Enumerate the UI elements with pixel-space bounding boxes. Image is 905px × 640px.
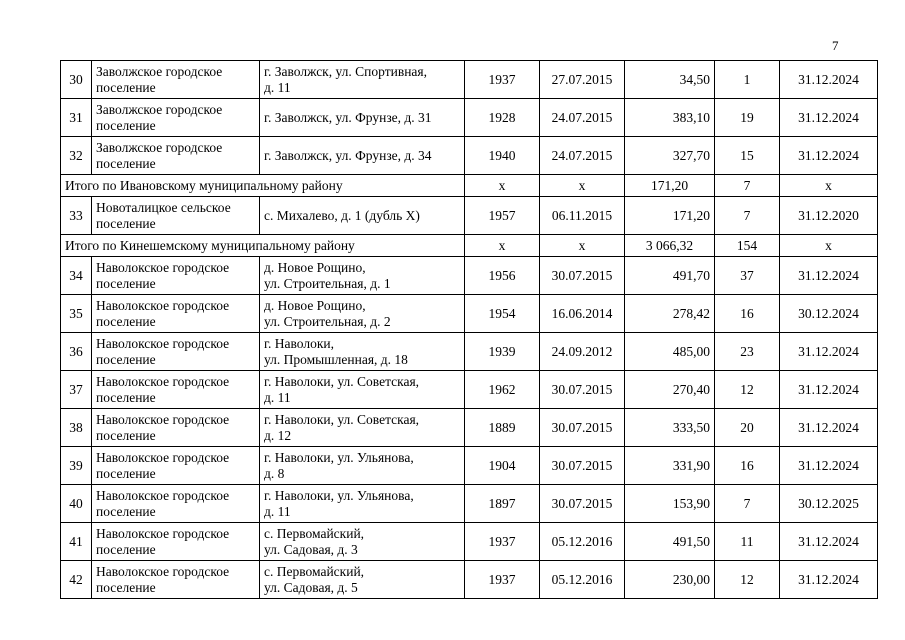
housing-registry-table	[60, 60, 878, 599]
settlement-cell	[92, 295, 260, 333]
date-cell: 05.12.2016	[540, 561, 625, 599]
settlement-line: поселение	[96, 275, 156, 291]
settlement-line: поселение	[96, 313, 156, 329]
address-line: с. Первомайский,	[264, 563, 365, 579]
address-cell	[260, 523, 465, 561]
subtotal-row	[61, 235, 878, 257]
settlement-line: Наволокское городское	[96, 563, 230, 579]
settlement-line: Наволокское городское	[96, 487, 230, 503]
address-line: д. 11	[264, 503, 291, 519]
area-cell: 153,90	[625, 485, 715, 523]
year-cell: х	[465, 175, 540, 197]
settlement-cell	[92, 447, 260, 485]
address-cell	[260, 333, 465, 371]
settlement-line: поселение	[96, 541, 156, 557]
date-cell: 30.07.2015	[540, 257, 625, 295]
count-cell: 16	[715, 295, 780, 333]
date-cell: х	[540, 175, 625, 197]
count-cell: 20	[715, 409, 780, 447]
table-row	[61, 409, 878, 447]
settlement-cell	[92, 137, 260, 175]
settlement-cell	[92, 197, 260, 235]
settlement-cell	[92, 523, 260, 561]
count-cell: 16	[715, 447, 780, 485]
count-cell: 19	[715, 99, 780, 137]
settlement-cell	[92, 333, 260, 371]
area-cell: 327,70	[625, 137, 715, 175]
table-row	[61, 333, 878, 371]
table-row	[61, 561, 878, 599]
table-row	[61, 295, 878, 333]
settlement-line: поселение	[96, 155, 156, 171]
date-cell: 24.07.2015	[540, 99, 625, 137]
deadline-cell: 31.12.2020	[780, 197, 878, 235]
address-cell	[260, 257, 465, 295]
row-number: 36	[61, 333, 92, 371]
year-cell: 1940	[465, 137, 540, 175]
address-line: г. Заволжск, ул. Фрунзе, д. 34	[264, 147, 432, 163]
settlement-line: Новоталицкое сельское	[96, 199, 231, 215]
area-cell: 171,20	[625, 175, 715, 197]
settlement-line: поселение	[96, 351, 156, 367]
settlement-cell	[92, 485, 260, 523]
row-number: 30	[61, 61, 92, 99]
settlement-cell	[92, 409, 260, 447]
count-cell: 12	[715, 561, 780, 599]
address-line: д. 8	[264, 465, 285, 481]
table-row	[61, 99, 878, 137]
date-cell: х	[540, 235, 625, 257]
deadline-cell: х	[780, 235, 878, 257]
address-cell	[260, 447, 465, 485]
deadline-cell: 31.12.2024	[780, 257, 878, 295]
count-cell: 37	[715, 257, 780, 295]
row-number: 39	[61, 447, 92, 485]
settlement-line: Наволокское городское	[96, 297, 230, 313]
address-line: д. Новое Рощино,	[264, 259, 366, 275]
area-cell: 331,90	[625, 447, 715, 485]
date-cell: 30.07.2015	[540, 409, 625, 447]
count-cell: 23	[715, 333, 780, 371]
area-cell: 491,70	[625, 257, 715, 295]
address-cell	[260, 197, 465, 235]
address-cell	[260, 561, 465, 599]
deadline-cell: х	[780, 175, 878, 197]
date-cell: 30.07.2015	[540, 485, 625, 523]
row-number: 34	[61, 257, 92, 295]
date-cell: 06.11.2015	[540, 197, 625, 235]
table-row	[61, 137, 878, 175]
address-cell	[260, 409, 465, 447]
date-cell: 16.06.2014	[540, 295, 625, 333]
deadline-cell: 31.12.2024	[780, 371, 878, 409]
area-cell: 333,50	[625, 409, 715, 447]
year-cell: 1928	[465, 99, 540, 137]
year-cell: 1939	[465, 333, 540, 371]
count-cell: 15	[715, 137, 780, 175]
settlement-cell	[92, 561, 260, 599]
address-line: с. Первомайский,	[264, 525, 365, 541]
address-line: с. Михалево, д. 1 (дубль Х)	[264, 207, 420, 223]
settlement-line: Наволокское городское	[96, 259, 230, 275]
area-cell: 34,50	[625, 61, 715, 99]
address-line: ул. Садовая, д. 5	[264, 579, 358, 595]
settlement-line: поселение	[96, 117, 156, 133]
year-cell: 1937	[465, 61, 540, 99]
address-line: г. Наволоки, ул. Советская,	[264, 411, 420, 427]
subtotal-label: Итого по Кинешемскому муниципальному району	[61, 235, 465, 257]
row-number: 40	[61, 485, 92, 523]
address-line: г. Заволжск, ул. Фрунзе, д. 31	[264, 109, 432, 125]
year-cell: 1904	[465, 447, 540, 485]
address-cell	[260, 61, 465, 99]
row-number: 35	[61, 295, 92, 333]
year-cell: х	[465, 235, 540, 257]
date-cell: 30.07.2015	[540, 371, 625, 409]
settlement-line: поселение	[96, 503, 156, 519]
settlement-line: поселение	[96, 427, 156, 443]
settlement-line: Наволокское городское	[96, 335, 230, 351]
deadline-cell: 31.12.2024	[780, 61, 878, 99]
area-cell: 491,50	[625, 523, 715, 561]
address-cell	[260, 137, 465, 175]
count-cell: 12	[715, 371, 780, 409]
settlement-line: поселение	[96, 579, 156, 595]
area-cell: 171,20	[625, 197, 715, 235]
address-line: д. 11	[264, 79, 291, 95]
table-row	[61, 447, 878, 485]
count-cell: 7	[715, 197, 780, 235]
table-row	[61, 61, 878, 99]
row-number: 31	[61, 99, 92, 137]
address-line: ул. Промышленная, д. 18	[264, 351, 408, 367]
count-cell: 154	[715, 235, 780, 257]
address-cell	[260, 295, 465, 333]
address-line: г. Наволоки, ул. Советская,	[264, 373, 420, 389]
area-cell: 270,40	[625, 371, 715, 409]
subtotal-label: Итого по Ивановскому муниципальному району	[61, 175, 465, 197]
row-number: 42	[61, 561, 92, 599]
settlement-line: Наволокское городское	[96, 411, 230, 427]
deadline-cell: 31.12.2024	[780, 99, 878, 137]
area-cell: 3 066,32	[625, 235, 715, 257]
area-cell: 230,00	[625, 561, 715, 599]
table-row	[61, 371, 878, 409]
settlement-cell	[92, 99, 260, 137]
count-cell: 7	[715, 485, 780, 523]
deadline-cell: 31.12.2024	[780, 523, 878, 561]
address-line: г. Наволоки,	[264, 335, 335, 351]
address-line: д. Новое Рощино,	[264, 297, 366, 313]
date-cell: 05.12.2016	[540, 523, 625, 561]
deadline-cell: 31.12.2024	[780, 137, 878, 175]
settlement-cell	[92, 61, 260, 99]
row-number: 33	[61, 197, 92, 235]
address-line: г. Наволоки, ул. Ульянова,	[264, 449, 414, 465]
settlement-line: Наволокское городское	[96, 525, 230, 541]
deadline-cell: 31.12.2024	[780, 561, 878, 599]
settlement-cell	[92, 371, 260, 409]
count-cell: 1	[715, 61, 780, 99]
address-line: ул. Строительная, д. 1	[264, 275, 391, 291]
settlement-line: Наволокское городское	[96, 373, 230, 389]
address-cell	[260, 371, 465, 409]
settlement-cell	[92, 257, 260, 295]
settlement-line: Заволжское городское	[96, 139, 223, 155]
address-cell	[260, 485, 465, 523]
address-line: ул. Садовая, д. 3	[264, 541, 358, 557]
settlement-line: поселение	[96, 465, 156, 481]
year-cell: 1957	[465, 197, 540, 235]
year-cell: 1956	[465, 257, 540, 295]
settlement-line: поселение	[96, 79, 156, 95]
row-number: 37	[61, 371, 92, 409]
settlement-line: Заволжское городское	[96, 63, 223, 79]
year-cell: 1962	[465, 371, 540, 409]
page-number: 7	[832, 38, 839, 53]
address-line: г. Наволоки, ул. Ульянова,	[264, 487, 414, 503]
table-row	[61, 523, 878, 561]
address-line: ул. Строительная, д. 2	[264, 313, 391, 329]
date-cell: 30.07.2015	[540, 447, 625, 485]
address-line: д. 11	[264, 389, 291, 405]
settlement-line: поселение	[96, 215, 156, 231]
table-row	[61, 485, 878, 523]
date-cell: 24.09.2012	[540, 333, 625, 371]
count-cell: 11	[715, 523, 780, 561]
table-row	[61, 197, 878, 235]
row-number: 32	[61, 137, 92, 175]
year-cell: 1937	[465, 561, 540, 599]
settlement-line: поселение	[96, 389, 156, 405]
year-cell: 1897	[465, 485, 540, 523]
row-number: 41	[61, 523, 92, 561]
address-cell	[260, 99, 465, 137]
deadline-cell: 31.12.2024	[780, 447, 878, 485]
deadline-cell: 31.12.2024	[780, 409, 878, 447]
deadline-cell: 31.12.2024	[780, 333, 878, 371]
row-number: 38	[61, 409, 92, 447]
year-cell: 1889	[465, 409, 540, 447]
year-cell: 1954	[465, 295, 540, 333]
table-row	[61, 257, 878, 295]
date-cell: 24.07.2015	[540, 137, 625, 175]
deadline-cell: 30.12.2025	[780, 485, 878, 523]
count-cell: 7	[715, 175, 780, 197]
settlement-line: Заволжское городское	[96, 101, 223, 117]
address-line: д. 12	[264, 427, 292, 443]
table-body	[61, 61, 878, 599]
area-cell: 485,00	[625, 333, 715, 371]
subtotal-row	[61, 175, 878, 197]
deadline-cell: 30.12.2024	[780, 295, 878, 333]
area-cell: 278,42	[625, 295, 715, 333]
date-cell: 27.07.2015	[540, 61, 625, 99]
area-cell: 383,10	[625, 99, 715, 137]
settlement-line: Наволокское городское	[96, 449, 230, 465]
address-line: г. Заволжск, ул. Спортивная,	[264, 63, 427, 79]
year-cell: 1937	[465, 523, 540, 561]
